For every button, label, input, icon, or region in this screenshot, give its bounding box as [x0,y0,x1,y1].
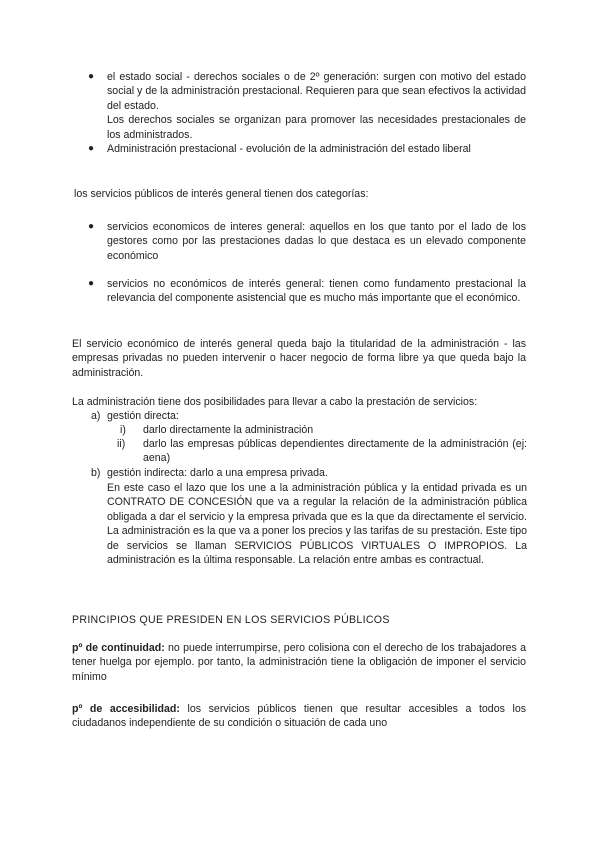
bullet-text: servicios economicos de interes general: aquellos en los que tanto por el lado de los gestores como por las prestaciones dadas lo que destaca es un elevado componente económico [107,221,526,262]
categories-intro: los servicios públicos de interés general tienen dos categorías: [74,188,369,200]
bullet-text: Administración prestacional - evolución de la administración del estado liberal [107,143,471,156]
sublist-text-i: darlo directamente la administración [143,424,314,436]
bullet-list-2 [0,220,600,263]
sublist-marker-i: i) [120,424,126,436]
bullet-icon: ● [88,278,95,289]
list-item [0,70,600,142]
bullet-icon: ● [88,221,95,232]
list-a-label: gestión directa: [107,410,179,422]
bullet-icon: ● [88,143,95,155]
principle-term: pº de continuidad: [72,642,165,654]
section-heading: PRINCIPIOS QUE PRESIDEN EN LOS SERVICIOS PÚBLICOS [72,614,390,626]
paragraph-titularidad: El servicio económico de interés general queda bajo la titularidad de la administración - las empresas privadas no pueden intervenir o hacer negocio de forma libre ya que queda bajo la administración. [72,338,526,379]
bullet-text: servicios no económicos de interés general: tienen como fundamento prestacional la relevancia del componente asistencial que es mucho más importante que el económico. [107,278,526,305]
bullet-icon: ● [88,71,95,82]
list-item [0,142,600,156]
principle-accesibilidad [72,702,526,731]
principle-continuidad [72,641,526,684]
bullet-extra-text: Los derechos sociales se organizan para promover las necesidades prestacionales de los administrados. [107,114,526,141]
list-b-label: gestión indirecta: darlo a una empresa privada. [107,467,328,479]
sublist-text-ii: darlo las empresas públicas dependientes directamente de la administración (ej: aena) [143,438,527,465]
paragraph-posibilidades: La administración tiene dos posibilidades para llevar a cabo la prestación de servicios: [72,396,478,408]
list-item [0,277,600,306]
list-marker-a: a) [91,410,101,422]
principle-text: los servicios públicos tienen que resultar accesibles a todos los ciudadanos independiente de su condición o situación de cada uno [72,703,527,730]
list-item [0,220,600,263]
bullet-list-1 [0,70,600,156]
principle-term: pº de accesibilidad: [72,703,180,715]
sublist-marker-ii: ii) [117,438,126,450]
principle-text: no puede interrumpirse, pero colisiona con el derecho de los trabajadores a tener huelga por ejemplo. por tanto, la administración tiene la obligación de imponer el servicio mínimo [72,642,526,683]
list-marker-b: b) [91,467,101,479]
list-b-detail: En este caso el lazo que los une a la administración pública y la entidad privada es un CONTRATO DE CONCESIÓN que va a regular la relación de la administración pública obligada a dar el servicio y la empresa privada que es la que da directamente el servicio. La administración es la que va a poner los precios y las tarifas de su prestación. Este tipo de servicios se llaman SERVICIOS PÚBLICOS VIRTUALES O IMPROPIOS. La administración es la última responsable. La relación entre ambas es contractual. [107,482,527,567]
bullet-text: el estado social - derechos sociales o de 2º generación: surgen con motivo del estado social y de la administración prestacional. Requieren para que sean efectivos la actividad del estado. [107,71,526,112]
bullet-list-2b [0,277,600,306]
